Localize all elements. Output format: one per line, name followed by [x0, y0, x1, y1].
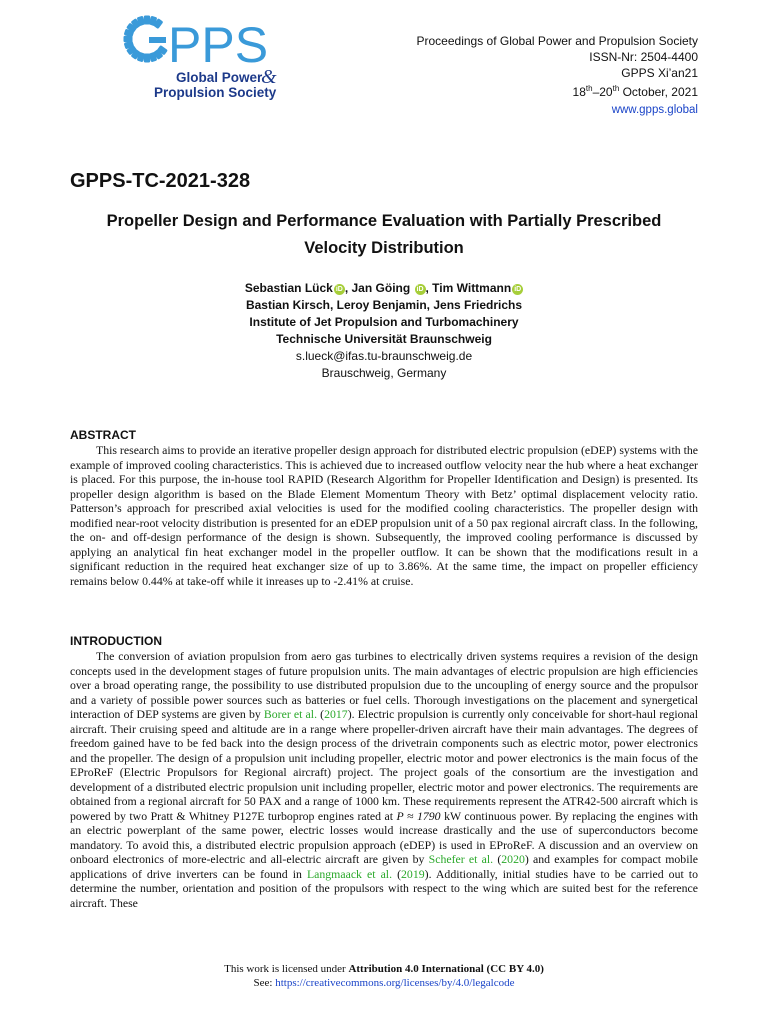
event-name: GPPS Xi’an21: [621, 66, 698, 80]
gear-crossbar: [149, 37, 166, 43]
author-names-2: Bastian Kirsch, Leroy Benjamin, Jens Friedrichs: [245, 298, 523, 312]
proceedings-title: Proceedings of Global Power and Propulsion Society: [416, 34, 698, 48]
paper-id: GPPS-TC-2021-328: [70, 170, 251, 192]
introduction-heading: INTRODUCTION: [70, 634, 162, 648]
logo-ampersand: &: [261, 66, 277, 88]
citation-borer[interactable]: Borer et al.: [263, 707, 318, 721]
event-date: 18th–20th October, 2021: [572, 84, 698, 99]
citation-langmaack[interactable]: Langmaack et al.: [306, 866, 393, 881]
orcid-icon[interactable]: iD: [416, 286, 424, 293]
location: Brauschweig, Germany: [321, 366, 447, 380]
logo-line-2: Propulsion Society: [154, 85, 277, 100]
citation-schefer[interactable]: Schefer et al.: [428, 852, 494, 866]
citation-langmaack-year[interactable]: 2019: [401, 866, 425, 881]
logo-wordmark: PPS: [168, 17, 269, 70]
orcid-icon[interactable]: iD: [335, 286, 343, 293]
university: Technische Universität Braunschweig: [276, 332, 492, 346]
issn: ISSN-Nr: 2504-4400: [589, 50, 698, 64]
abstract-text: This research aims to provide an iterative propeller design approach for distributed electric propulsion (eDEP) systems with the example of improved cooling characteristics. This is achieved due to increased outflow velocity near the hub where a heat exchanger is placed. For this purpose, the in-house tool RAPID (Research Algorithm for Propeller Identification and Design) is presented. Its propeller design algorithm is based on the Blade Element Momentum Theory with Betz’ optimal displacement velocity ratio. Patterson’s approach for prescribed axial velocities is used for the modified cooling characteristics. The propeller design with modified near-root velocity distribution is presented for an eDEP propulsion unit of a 50 pax regional aircraft class. In the following, the on- and off-design performance of the design is shown. Subsequently, the improved cooling performance is discussed by applying an analytical fin heat exchanger model in the propeller outflow. It can be shown that the modifications result in a significant reduction in the required heat exchanger size of up to 3.86%. At the same time, the impact on propeller efficiency remains below 0.44% at take-off while it inreases up to -2.41% at cruise.: [70, 443, 698, 588]
abstract-heading: ABSTRACT: [70, 428, 136, 442]
logo-line-1: Global Power: [176, 70, 263, 85]
author-names: Sebastian Lück iD , Jan Göing iD , Tim Wittmann iD: [244, 281, 522, 295]
institute: Institute of Jet Propulsion and Turbomachinery: [249, 315, 519, 329]
math-power: P ≈ 1790: [396, 808, 441, 823]
license-line: This work is licensed under Attribution 4.0 International (CC BY 4.0): [224, 963, 544, 975]
license-footer: [70, 962, 698, 990]
proceedings-info: [417, 33, 699, 100]
email[interactable]: s.lueck@ifas.tu-braunschweig.de: [295, 349, 473, 363]
gear-icon: [124, 16, 168, 63]
author-block: [70, 280, 698, 382]
license-link-line: See: https://creativecommons.org/licenses/by/4.0/legalcode: [253, 977, 515, 989]
gpps-logo-mark: [122, 8, 282, 70]
orcid-icon[interactable]: iD: [514, 286, 522, 293]
paper-title: Propeller Design and Performance Evaluation with Partially Prescribed Velocity Distribution: [106, 212, 662, 257]
gpps-logo: [122, 8, 282, 100]
license-link[interactable]: https://creativecommons.org/licenses/by/4.0/legalcode: [275, 977, 515, 989]
gpps-website-link[interactable]: www.gpps.global: [611, 104, 698, 116]
introduction-text: The conversion of aviation propulsion from aero gas turbines to electrically driven systems requires a revision of the design concepts used in the development stages of future propulsion units. The main advantages of electric propulsion are high efficiencies over a broad operating range, the possibility to use distributed propulsion due to the uncoupling of energy source and the propulsor and a variety of possible power sources such as batteries or fuel cells. Thorough investigations on the placement and synergetical interaction of DEP systems are given by Borer et al. (2017). Electric propulsion is currently only conceivable for short-haul regional aircraft. Their cruising speed and altitude are in a range where propeller-driven aircraft have their main advantages. The degrees of freedom gained have to be fed back into the design process of the drivetrain components such as electric motor, power electronics and the propeller. The design of a propulsion unit including propeller, electric motor and power electronics is the main focus of the EProReF (Electric Propulsors for Regional aircraft) project. The project goals of the consortium are the investigation and development of a distributed electric propulsion unit including propeller, electric motor and power electronics. The requirements are obtained from a regional aircraft for 50 PAX and a range of 1000 km. These requirements represent the ATR42-500 aircraft which is powered by two Pratt & Whitney P127E turboprop engines rated at P ≈ 1790 kW continuous power. By replacing the engines with an electric powerplant of the same power, electric losses would increase drastically and the use of superconductors become mandatory. To avoid this, a distributed electric propulsion approach (eDEP) is used in EProReF. A discussion and an overview on onboard electronics of more-electric and all-electric aircraft are given by Schefer et al. (2020) and examples for compact mobile applications of drive inverters can be found in Langmaack et al. (2019). Additionally, initial studies have to be carried out to determine the number, orientation and position of the propulsors with respect to the wing which are suited best for the reference aircraft. These: [70, 649, 698, 910]
citation-schefer-year[interactable]: 2020: [501, 852, 525, 866]
citation-borer-year[interactable]: 2017: [324, 707, 348, 721]
